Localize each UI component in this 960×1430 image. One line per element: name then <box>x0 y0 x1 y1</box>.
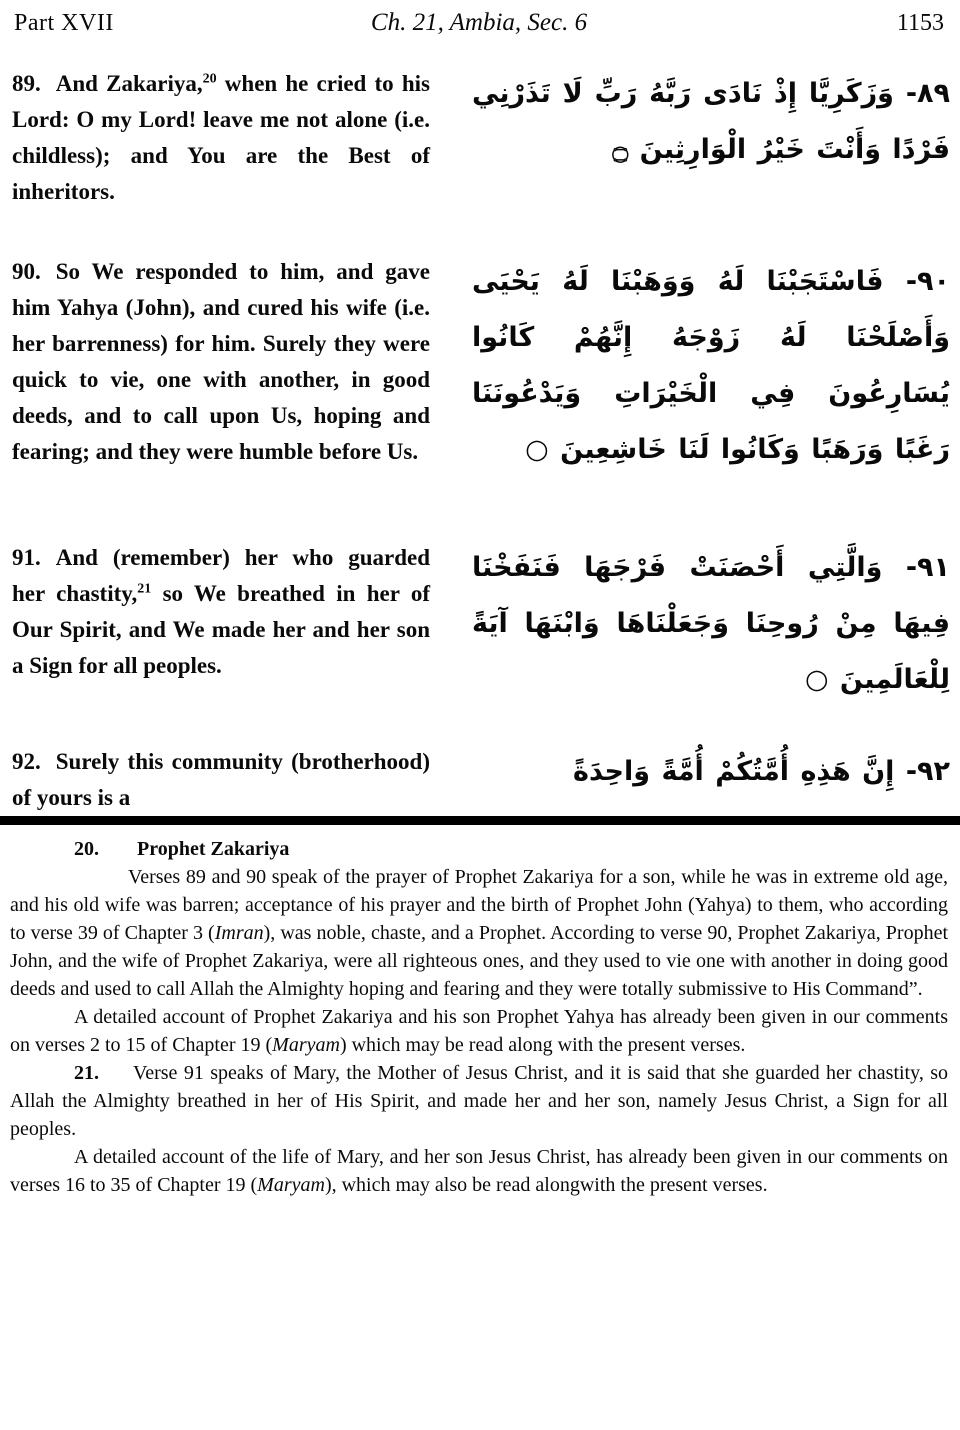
verse-row-91 <box>12 540 950 708</box>
footnote-ref-20: 20 <box>202 71 217 87</box>
verse-91-translation <box>12 540 430 684</box>
verse-90-text: So We responded to him, and gave him Yahya (John), and cured his wife (i.e. her barrenness) for him. Surely they were quick to vie, one with another, in good deeds, and to call upon Us, hoping and fearing; and they were humble before Us. <box>12 259 430 464</box>
verse-89-translation <box>12 66 430 210</box>
part-label: Part XVII <box>14 10 114 36</box>
verse-89-text-before: And Zakariya, <box>55 71 203 96</box>
section-divider <box>0 816 960 825</box>
footnote-20-heading <box>10 835 948 863</box>
verse-91-text-after: so We breathed in her of Our Spirit, and We made her and her son a Sign for all peoples. <box>12 581 430 678</box>
verse-90-translation <box>12 254 430 470</box>
verse-89-text-after: when he cried to his Lord: O my Lord! leave me not alone (i.e. childless); and You are the Best of inheritors. <box>12 71 430 204</box>
footnote-ref-21: 21 <box>137 581 152 597</box>
verse-92-arabic: ۹۲- إِنَّ هَذِهِ أُمَّتُكُمْ أُمَّةً وَاحِدَةً <box>573 756 950 787</box>
footnote-21-paragraph-1 <box>10 1059 948 1143</box>
verse-92-text: Surely this community (brotherhood) of yours is a <box>12 749 430 810</box>
verse-91-number: 91. <box>12 545 41 570</box>
footnote-21-text: Verse 91 speaks of Mary, the Mother of Jesus Christ, and it is said that she guarded her chastity, so Allah the Almighty breathed in her of His Spirit, and made her and her son, namely Jesus Christ, a Sign for all peoples. <box>10 1062 948 1140</box>
verse-89-arabic: ۸۹- وَزَكَرِيَّا إِذْ نَادَى رَبَّهُ رَبِّ لَا تَذَرْنِي فَرْدًا وَأَنْتَ خَيْرُ الْوَارِثِينَ ۝ <box>472 78 950 165</box>
verse-92-number: 92. <box>12 749 41 774</box>
chapter-heading: Ch. 21, Ambia, Sec. 6 <box>370 9 588 36</box>
footnote-20-title: Prophet Zakariya <box>137 838 290 860</box>
footnotes-section <box>0 825 960 1199</box>
verse-89-number: 89. <box>12 71 41 96</box>
footnote-20-paragraph-2: A detailed account of Prophet Zakariya and his son Prophet Yahya has already been given in our comments on verses 2 to 15 of Chapter 19 (Maryam) which may be read along with the present verses. <box>10 1006 948 1056</box>
verse-91-arabic: ۹۱- وَالَّتِي أَحْصَنَتْ فَرْجَهَا فَنَفَخْنَا فِيهَا مِنْ رُوحِنَا وَجَعَلْنَاهَا وَابْنَهَا آيَةً لِلْعَالَمِينَ ○ <box>472 552 950 695</box>
page-header <box>0 0 960 38</box>
footnote-21-number: 21. <box>74 1062 99 1084</box>
footnote-21-paragraph-2: A detailed account of the life of Mary, and her son Jesus Christ, has already been given in our comments on verses 16 to 35 of Chapter 19 (Maryam), which may also be read alongwith the present verses. <box>10 1146 948 1196</box>
footnote-20-paragraph-1: Verses 89 and 90 speak of the prayer of Prophet Zakariya for a son, while he was in extreme old age, and his old wife was barren; acceptance of his prayer and the birth of Prophet John (Yahya) to them, who according to verse 39 of Chapter 3 (Imran), was noble, chaste, and a Prophet. According to verse 90, Prophet Zakariya, Prophet John, and the wife of Prophet Zakariya, were all righteous ones, and they used to vie one with another in doing good deeds and used to call Allah the Almighty hoping and fearing and they were totally submissive to His Command”. <box>10 866 949 1000</box>
verse-92-translation <box>12 744 430 816</box>
page-number: 1153 <box>896 10 944 36</box>
verse-90-number: 90. <box>12 259 41 284</box>
footnote-20-number: 20. <box>74 838 99 860</box>
verse-91-text-before: And (remember) her who guarded her chastity, <box>12 545 430 606</box>
verse-row-92 <box>12 744 950 816</box>
verse-row-90 <box>12 254 950 478</box>
verse-row-89 <box>12 66 950 210</box>
verse-90-arabic: ۹۰- فَاسْتَجَبْنَا لَهُ وَوَهَبْنَا لَهُ يَحْيَى وَأَصْلَحْنَا لَهُ زَوْجَهُ إِنَّهُمْ كَانُوا يُسَارِعُونَ فِي الْخَيْرَاتِ وَيَدْعُونَنَا رَغَبًا وَرَهَبًا وَكَانُوا لَنَا خَاشِعِينَ ○ <box>472 266 950 465</box>
verses-section <box>0 38 960 816</box>
